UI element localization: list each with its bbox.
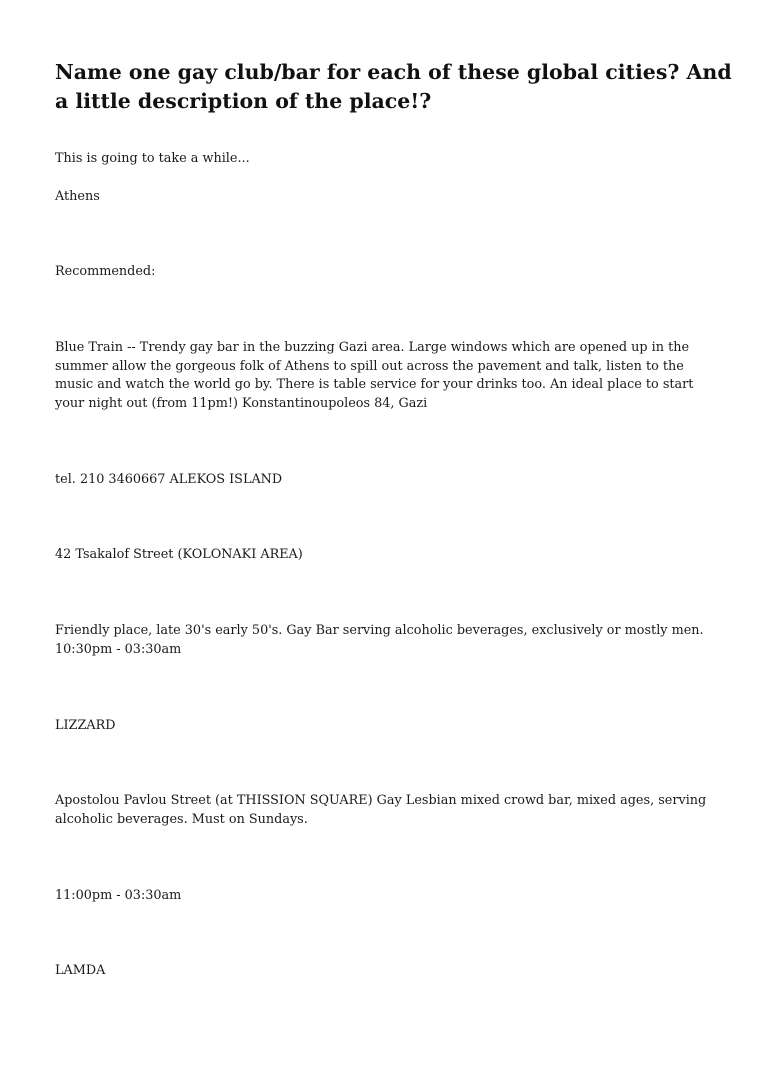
blue-train-line: summer allow the gorgeous folk of Athens to spill out across the pavement and talk, listen to the — [55, 358, 684, 374]
blue-train-line: music and watch the world go by. There is table service for your drinks too. An ideal place to start — [55, 377, 694, 393]
city-heading: Athens — [55, 189, 100, 204]
lizzard-description — [55, 792, 735, 829]
lizzard-description-line: Apostolou Pavlou Street (at THISSION SQUARE) Gay Lesbian mixed crowd bar, mixed ages, serving — [55, 793, 707, 808]
blue-train-paragraph — [55, 339, 735, 414]
blue-train-line: your night out (from 11pm!) Konstantinoupoleos 84, Gazi — [55, 396, 428, 412]
lizzard-name: LIZZARD — [55, 718, 116, 733]
alekos-description-line: 10:30pm - 03:30am — [55, 641, 182, 657]
alekos-description — [55, 622, 735, 659]
lamda-name: LAMDA — [55, 963, 106, 978]
lizzard-description-line: alcoholic beverages. Must on Sundays. — [55, 811, 308, 827]
blue-train-line: Blue Train -- Trendy gay bar in the buzzing Gazi area. Large windows which are opened up in the — [55, 340, 690, 355]
page-title: Name one gay club/bar for each of these global cities? And a little description of the place!? — [55, 60, 732, 113]
recommended-label: Recommended: — [55, 264, 156, 279]
tel-line: tel. 210 3460667 ALEKOS ISLAND — [55, 472, 283, 487]
lizzard-hours: 11:00pm - 03:30am — [55, 888, 182, 903]
alekos-description-line: Friendly place, late 30's early 50's. Gay Bar serving alcoholic beverages, exclusively or mostly men. — [55, 623, 704, 638]
alekos-address: 42 Tsakalof Street (KOLONAKI AREA) — [55, 547, 303, 562]
intro-text: This is going to take a while... — [55, 151, 250, 166]
